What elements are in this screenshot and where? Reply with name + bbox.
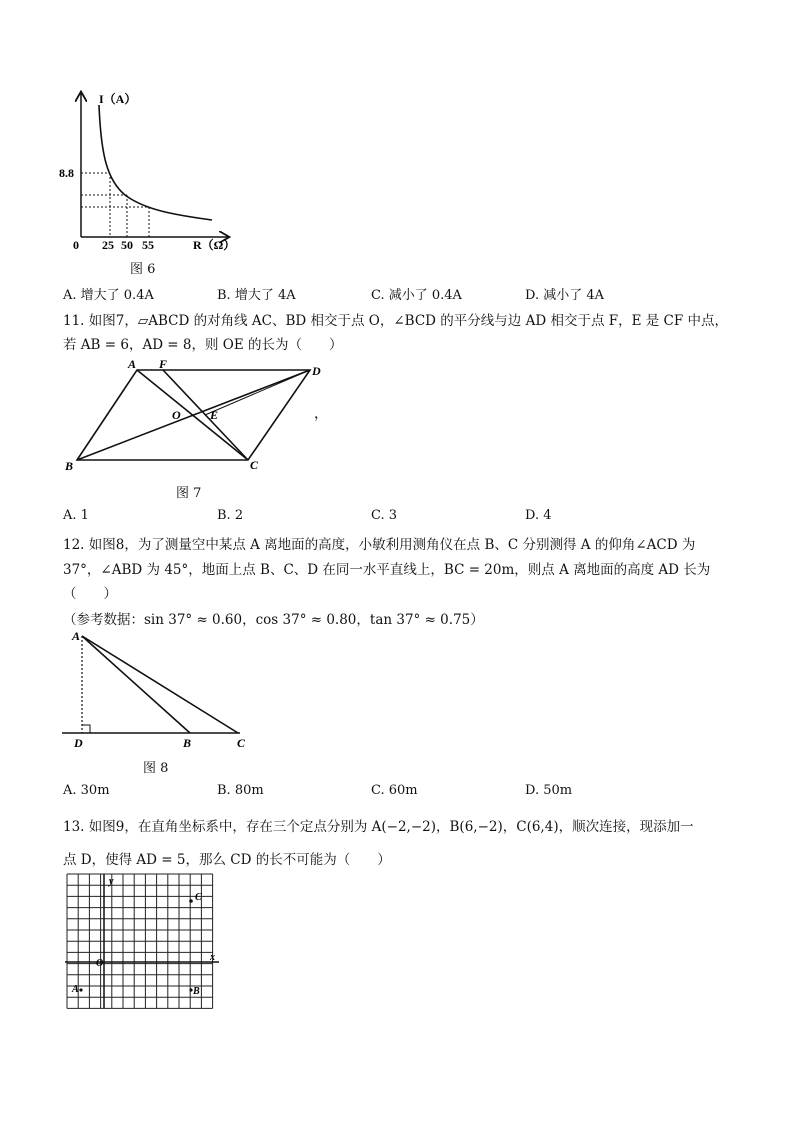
label-a: A <box>72 984 79 995</box>
q11-option-c[interactable]: C. 3 <box>371 508 398 523</box>
label-y: y <box>109 876 114 887</box>
x-tick-label: 55 <box>142 238 154 252</box>
q12-option-b[interactable]: B. 80m <box>217 783 264 798</box>
figure-6-graph <box>55 85 235 255</box>
label-f: F <box>159 357 168 371</box>
q12-option-c[interactable]: C. 60m <box>371 783 418 798</box>
q11-stem-line2: 若 AB = 6，AD = 8，则 OE 的长为（ ） <box>63 337 343 353</box>
label-o: O <box>96 958 104 969</box>
y-axis-label: I（A） <box>99 92 137 106</box>
y-tick-label: 8.8 <box>59 166 74 180</box>
label-d: D <box>74 736 83 750</box>
q11-stem-line1: 11. 如图7，▱ABCD 的对角线 AC、BD 相交于点 O，∠BCD 的平分线与边 AD 相交于点 F，E 是 CF 中点， <box>63 313 729 329</box>
q10-option-d[interactable]: D. 减小了 4A <box>525 288 605 303</box>
x-tick-label: 50 <box>121 238 133 252</box>
q11-option-d[interactable]: D. 4 <box>525 508 552 523</box>
q10-option-c[interactable]: C. 减小了 0.4A <box>371 288 462 303</box>
label-c: C <box>237 736 246 750</box>
figure-8-caption: 图 8 <box>143 761 169 776</box>
label-e: E <box>210 408 219 422</box>
q12-option-d[interactable]: D. 50m <box>525 783 573 798</box>
figure-7-caption: 图 7 <box>176 486 202 501</box>
q13-stem-line2: 点 D，使得 AD = 5，那么 CD 的长不可能为（ ） <box>63 852 391 868</box>
label-b: B <box>65 459 74 473</box>
label-c: C <box>250 458 259 472</box>
q11-option-a[interactable]: A. 1 <box>63 508 89 523</box>
q12-stem-line1: 12. 如图8，为了测量空中某点 A 离地面的高度，小敏利用测角仪在点 B、C 分别测得 A 的仰角∠ACD 为 <box>63 537 696 553</box>
figure-9-grid <box>63 870 223 1012</box>
q10-option-a[interactable]: A. 增大了 0.4A <box>63 288 154 303</box>
x-tick-label: 25 <box>102 238 114 252</box>
q12-reference-data: （参考数据：sin 37° ≈ 0.60，cos 37° ≈ 0.80，tan 37° ≈ 0.75） <box>63 612 484 628</box>
label-b: B <box>183 736 192 750</box>
origin-label: 0 <box>73 238 79 252</box>
q12-stem-line2: 37°，∠ABD 为 45°，地面上点 B、C、D 在同一水平直线上，BC = 20m，则点 A 离地面的高度 AD 长为 <box>63 562 711 578</box>
q12-option-a[interactable]: A. 30m <box>63 783 110 798</box>
label-x: x <box>210 952 215 963</box>
label-a: A <box>128 357 137 371</box>
q11-option-b[interactable]: B. 2 <box>217 508 244 523</box>
figure-6-caption: 图 6 <box>130 262 156 277</box>
q12-stem-line3: （ ） <box>63 586 117 602</box>
inverse-curve <box>99 105 212 220</box>
label-b: B <box>193 986 200 997</box>
label-o: O <box>172 408 181 422</box>
figure-7-parallelogram <box>60 355 330 475</box>
stray-mark: ， <box>314 406 328 422</box>
label-a: A <box>72 629 81 643</box>
label-d: D <box>312 364 321 378</box>
label-c: C <box>195 892 202 903</box>
x-axis-label: R（Ω） <box>193 238 235 252</box>
figure-8-triangle <box>60 628 260 753</box>
q10-option-b[interactable]: B. 增大了 4A <box>217 288 296 303</box>
q13-stem-line1: 13. 如图9，在直角坐标系中，存在三个定点分别为 A(−2,−2)，B(6,−2)，C(6,4)，顺次连接，现添加一 <box>63 819 694 835</box>
